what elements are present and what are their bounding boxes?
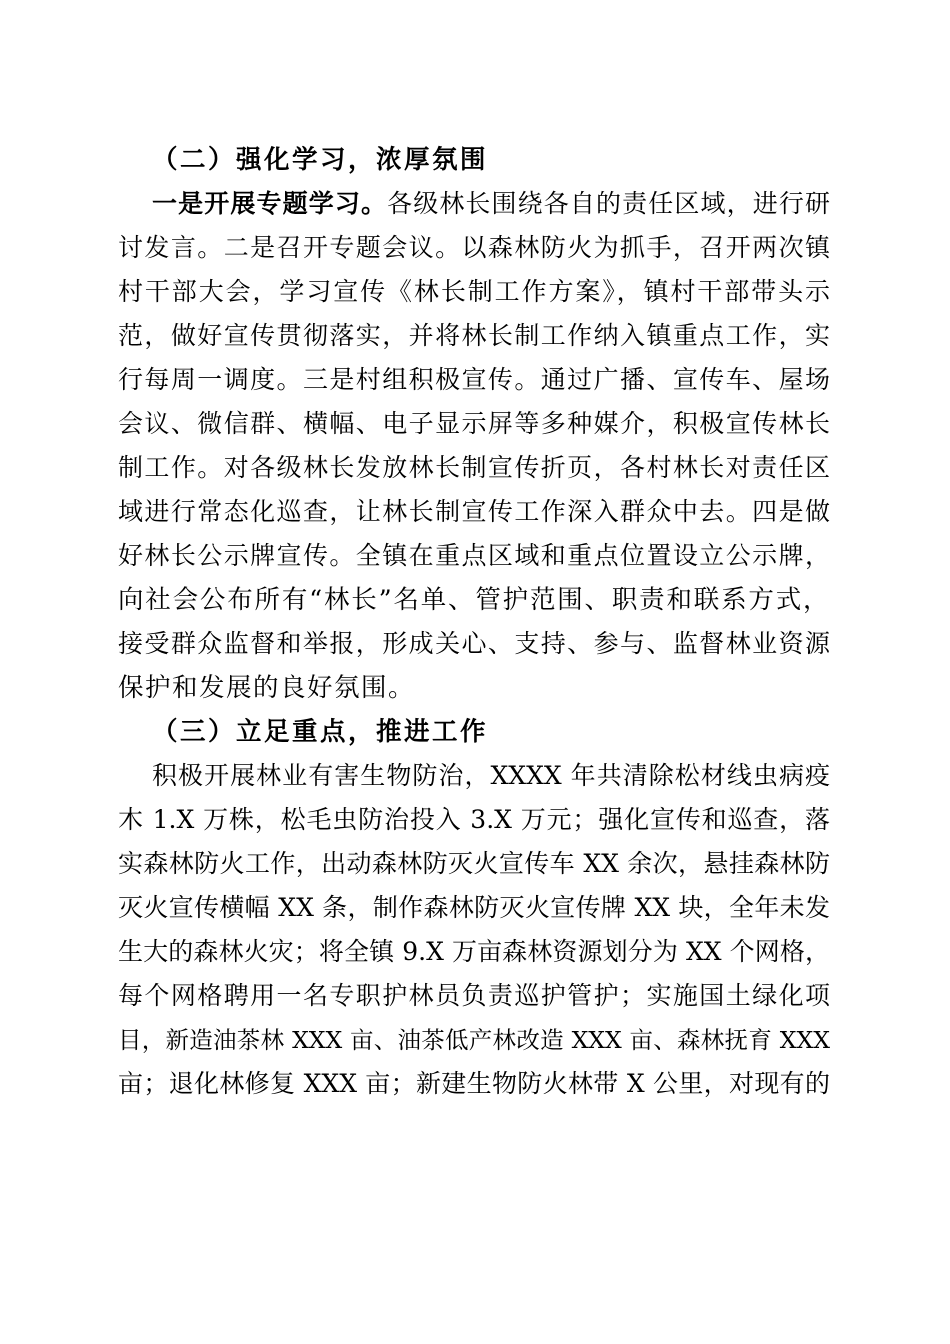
paragraph-line: 制工作。对各级林长发放林长制宣传折页，各村林长对责任区 (118, 453, 830, 482)
paragraph-line: 范，做好宣传贯彻落实，并将林长制工作纳入镇重点工作，实 (118, 321, 830, 350)
paragraph-line: 向社会公布所有“林长”名单、管护范围、职责和联系方式， (118, 585, 830, 615)
paragraph-line: 接受群众监督和举报，形成关心、支持、参与、监督林业资源 (118, 629, 830, 658)
paragraph-line-text: 各级林长围绕各自的责任区域，进行研 (387, 189, 830, 218)
paragraph-line: 木 1.X 万株，松毛虫防治投入 3.X 万元；强化宣传和巡查，落 (118, 805, 830, 834)
section-heading-3: （三）立足重点，推进工作 (152, 717, 489, 747)
paragraph-line: 好林长公示牌宣传。全镇在重点区域和重点位置设立公示牌， (118, 541, 830, 570)
paragraph-line: 会议、微信群、横幅、电子显示屏等多种媒介，积极宣传林长 (118, 409, 830, 438)
paragraph-line: 灭火宣传横幅 XX 条，制作森林防灭火宣传牌 XX 块，全年未发 (118, 893, 830, 922)
paragraph-line: 域进行常态化巡查，让林长制宣传工作深入群众中去。四是做 (118, 497, 830, 526)
paragraph-line: 保护和发展的良好氛围。 (118, 673, 416, 703)
section-heading-2: （二）强化学习，浓厚氛围 (152, 145, 489, 175)
paragraph-line: 每个网格聘用一名专职护林员负责巡护管护；实施国土绿化项 (118, 981, 830, 1010)
lead-phrase: 一是开展专题学习。 (152, 189, 388, 218)
paragraph-line: 村干部大会，学习宣传《林长制工作方案》，镇村干部带头示 (118, 277, 830, 306)
paragraph-line: 生大的森林火灾；将全镇 9.X 万亩森林资源划分为 XX 个网格， (118, 937, 830, 966)
paragraph-line: 实森林防火工作，出动森林防灭火宣传车 XX 余次，悬挂森林防 (118, 849, 830, 878)
paragraph-line: 亩；退化林修复 XXX 亩；新建生物防火林带 X 公里，对现有的 (118, 1069, 830, 1098)
paragraph-line: 讨发言。二是召开专题会议。以森林防火为抓手，召开两次镇 (118, 233, 830, 262)
paragraph-line: 行每周一调度。三是村组积极宣传。通过广播、宣传车、屋场 (118, 365, 830, 394)
paragraph-line: 积极开展林业有害生物防治，XXXX 年共清除松材线虫病疫 (152, 761, 830, 790)
paragraph-line (152, 182, 830, 226)
paragraph-line: 目，新造油茶林 XXX 亩、油茶低产林改造 XXX 亩、森林抚育 XXX (118, 1026, 830, 1054)
